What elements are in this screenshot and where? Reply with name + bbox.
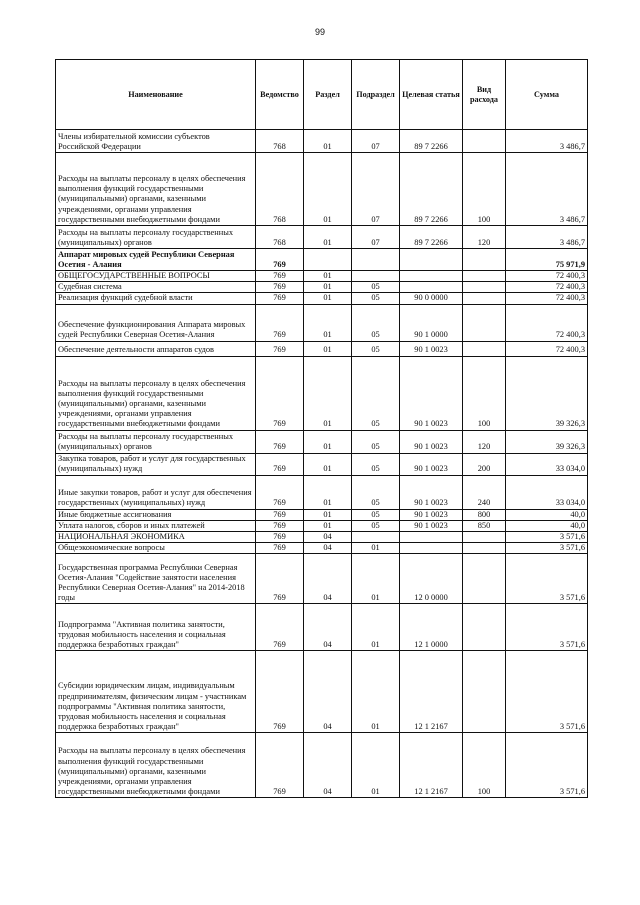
cell-subsection: 05	[352, 453, 400, 475]
cell-sum: 33 034,0	[506, 475, 588, 509]
cell-sum: 3 571,6	[506, 554, 588, 604]
cell-name: Иные закупки товаров, работ и услуг для обеспечения государственных (муниципальных) нужд	[56, 475, 256, 509]
cell-target: 90 1 0023	[400, 475, 463, 509]
cell-target	[400, 282, 463, 293]
cell-dept: 769	[256, 249, 304, 271]
cell-subsection: 05	[352, 282, 400, 293]
cell-target	[400, 271, 463, 282]
cell-sum: 72 400,3	[506, 271, 588, 282]
cell-section: 01	[304, 226, 352, 249]
cell-name: Расходы на выплаты персоналу в целях обеспечения выполнения функций государственными (муниципальными) органами, казенными учреждениями, органами управления государственными внебюджетными фондами	[56, 733, 256, 798]
cell-sum: 40,0	[506, 509, 588, 520]
cell-target: 90 1 0023	[400, 509, 463, 520]
cell-dept: 769	[256, 453, 304, 475]
cell-dept: 769	[256, 651, 304, 733]
table-row	[56, 356, 588, 430]
cell-dept: 769	[256, 304, 304, 341]
cell-subsection: 01	[352, 651, 400, 733]
cell-section: 04	[304, 733, 352, 798]
cell-expense: 240	[463, 475, 506, 509]
table-body	[56, 130, 588, 798]
cell-subsection: 01	[352, 604, 400, 651]
cell-section: 04	[304, 532, 352, 543]
cell-section: 01	[304, 453, 352, 475]
table-row	[56, 271, 588, 282]
cell-dept: 769	[256, 430, 304, 453]
cell-dept: 769	[256, 520, 304, 531]
cell-subsection: 05	[352, 509, 400, 520]
cell-target: 89 7 2266	[400, 226, 463, 249]
cell-name: Расходы на выплаты персоналу государственных (муниципальных) органов	[56, 430, 256, 453]
cell-subsection: 07	[352, 130, 400, 153]
cell-target: 12 1 2167	[400, 651, 463, 733]
cell-dept: 769	[256, 554, 304, 604]
table-row	[56, 733, 588, 798]
cell-dept: 768	[256, 130, 304, 153]
header-dept: Ведомство	[256, 60, 304, 130]
cell-subsection: 05	[352, 341, 400, 356]
cell-name: НАЦИОНАЛЬНАЯ ЭКОНОМИКА	[56, 532, 256, 543]
cell-section: 01	[304, 341, 352, 356]
cell-section: 01	[304, 282, 352, 293]
header-subsection: Подраздел	[352, 60, 400, 130]
header-sum: Сумма	[506, 60, 588, 130]
cell-section: 01	[304, 271, 352, 282]
cell-dept: 769	[256, 282, 304, 293]
cell-target	[400, 543, 463, 554]
cell-sum: 40,0	[506, 520, 588, 531]
cell-subsection: 01	[352, 554, 400, 604]
header-expense: Вид расхода	[463, 60, 506, 130]
cell-dept: 769	[256, 604, 304, 651]
cell-expense: 200	[463, 453, 506, 475]
cell-expense: 120	[463, 226, 506, 249]
table-row	[56, 475, 588, 509]
table-row	[56, 130, 588, 153]
cell-target: 90 1 0023	[400, 356, 463, 430]
cell-name: Расходы на выплаты персоналу в целях обеспечения выполнения функций государственными (муниципальными) органами, казенными учреждениями, органами управления государственными внебюджетными фондами	[56, 153, 256, 226]
cell-section: 04	[304, 651, 352, 733]
cell-section: 01	[304, 356, 352, 430]
cell-expense	[463, 341, 506, 356]
header-target: Целевая статья	[400, 60, 463, 130]
table-row	[56, 226, 588, 249]
cell-subsection	[352, 271, 400, 282]
cell-subsection: 01	[352, 543, 400, 554]
cell-name: Уплата налогов, сборов и иных платежей	[56, 520, 256, 531]
cell-sum: 3 571,6	[506, 543, 588, 554]
cell-expense: 100	[463, 356, 506, 430]
cell-expense	[463, 543, 506, 554]
cell-dept: 769	[256, 271, 304, 282]
cell-subsection: 05	[352, 356, 400, 430]
cell-name: Судебная система	[56, 282, 256, 293]
table-row	[56, 520, 588, 531]
table-row	[56, 341, 588, 356]
cell-name: Субсидии юридическим лицам, индивидуальным предпринимателям, физическим лицам - участникам подпрограммы "Активная политика занятости, трудовая мобильность населения и социальная поддержка безработных граждан"	[56, 651, 256, 733]
cell-sum: 3 571,6	[506, 532, 588, 543]
cell-sum: 3 571,6	[506, 651, 588, 733]
cell-subsection: 05	[352, 475, 400, 509]
cell-target: 12 1 0000	[400, 604, 463, 651]
cell-target: 90 1 0023	[400, 341, 463, 356]
cell-target: 90 1 0023	[400, 520, 463, 531]
cell-sum: 33 034,0	[506, 453, 588, 475]
cell-dept: 769	[256, 356, 304, 430]
cell-name: Общеэкономические вопросы	[56, 543, 256, 554]
cell-section: 01	[304, 509, 352, 520]
table-row	[56, 543, 588, 554]
cell-section: 01	[304, 475, 352, 509]
cell-dept: 768	[256, 153, 304, 226]
cell-section: 01	[304, 153, 352, 226]
cell-target: 90 0 0000	[400, 293, 463, 304]
table-row	[56, 430, 588, 453]
cell-target: 90 1 0000	[400, 304, 463, 341]
cell-section: 01	[304, 130, 352, 153]
cell-subsection	[352, 249, 400, 271]
cell-sum: 3 486,7	[506, 153, 588, 226]
cell-dept: 769	[256, 475, 304, 509]
cell-expense: 100	[463, 733, 506, 798]
cell-sum: 72 400,3	[506, 304, 588, 341]
cell-section: 04	[304, 543, 352, 554]
cell-dept: 769	[256, 341, 304, 356]
header-name: Наименование	[56, 60, 256, 130]
cell-expense	[463, 651, 506, 733]
cell-dept: 768	[256, 226, 304, 249]
cell-dept: 769	[256, 532, 304, 543]
table-row	[56, 249, 588, 271]
cell-name: Государственная программа Республики Северная Осетия-Алания "Содействие занятости населения Республики Северная Осетия-Алания" на 2014-2018 годы	[56, 554, 256, 604]
cell-sum: 72 400,3	[506, 293, 588, 304]
cell-target: 89 7 2266	[400, 153, 463, 226]
table-row	[56, 604, 588, 651]
cell-target: 90 1 0023	[400, 453, 463, 475]
cell-subsection: 05	[352, 520, 400, 531]
cell-name: Реализация функций судебной власти	[56, 293, 256, 304]
cell-name: Обеспечение функционирования Аппарата мировых судей Республики Северная Осетия-Алания	[56, 304, 256, 341]
cell-expense	[463, 532, 506, 543]
cell-name: Иные бюджетные ассигнования	[56, 509, 256, 520]
table-row	[56, 282, 588, 293]
table-row	[56, 509, 588, 520]
cell-section	[304, 249, 352, 271]
cell-section: 01	[304, 520, 352, 531]
cell-name: Обеспечение деятельности аппаратов судов	[56, 341, 256, 356]
cell-dept: 769	[256, 543, 304, 554]
cell-expense: 120	[463, 430, 506, 453]
cell-expense	[463, 304, 506, 341]
cell-sum: 3 486,7	[506, 130, 588, 153]
cell-expense: 850	[463, 520, 506, 531]
cell-sum: 3 571,6	[506, 604, 588, 651]
cell-name: Расходы на выплаты персоналу государственных (муниципальных) органов	[56, 226, 256, 249]
cell-sum: 39 326,3	[506, 430, 588, 453]
cell-target: 12 0 0000	[400, 554, 463, 604]
table-row	[56, 651, 588, 733]
cell-subsection: 05	[352, 430, 400, 453]
cell-sum: 72 400,3	[506, 282, 588, 293]
cell-name: Закупка товаров, работ и услуг для государственных (муниципальных) нужд	[56, 453, 256, 475]
table-row	[56, 532, 588, 543]
table-row	[56, 554, 588, 604]
cell-expense	[463, 554, 506, 604]
cell-name: Подпрограмма "Активная политика занятости, трудовая мобильность населения и социальная поддержка безработных граждан"	[56, 604, 256, 651]
cell-expense	[463, 249, 506, 271]
cell-target: 90 1 0023	[400, 430, 463, 453]
cell-subsection: 07	[352, 153, 400, 226]
cell-sum: 3 486,7	[506, 226, 588, 249]
cell-subsection: 05	[352, 304, 400, 341]
cell-target	[400, 532, 463, 543]
cell-name: Аппарат мировых судей Республики Северная Осетия - Алания	[56, 249, 256, 271]
cell-section: 04	[304, 604, 352, 651]
table-row	[56, 293, 588, 304]
cell-name: Члены избирательной комиссии субъектов Российской Федерации	[56, 130, 256, 153]
cell-section: 01	[304, 293, 352, 304]
cell-dept: 769	[256, 733, 304, 798]
cell-section: 01	[304, 430, 352, 453]
cell-target	[400, 249, 463, 271]
cell-sum: 72 400,3	[506, 341, 588, 356]
cell-name: Расходы на выплаты персоналу в целях обеспечения выполнения функций государственными (муниципальными) органами, казенными учреждениями, органами управления государственными внебюджетными фондами	[56, 356, 256, 430]
cell-section: 04	[304, 554, 352, 604]
budget-table	[55, 59, 588, 798]
cell-target: 89 7 2266	[400, 130, 463, 153]
cell-section: 01	[304, 304, 352, 341]
table-header	[56, 60, 588, 130]
page-number: 99	[314, 27, 325, 37]
cell-subsection: 05	[352, 293, 400, 304]
cell-sum: 39 326,3	[506, 356, 588, 430]
cell-subsection	[352, 532, 400, 543]
table-row	[56, 304, 588, 341]
cell-expense	[463, 130, 506, 153]
cell-expense	[463, 604, 506, 651]
cell-expense	[463, 271, 506, 282]
cell-dept: 769	[256, 293, 304, 304]
table-row	[56, 453, 588, 475]
cell-dept: 769	[256, 509, 304, 520]
cell-expense: 100	[463, 153, 506, 226]
cell-expense	[463, 282, 506, 293]
cell-name: ОБЩЕГОСУДАРСТВЕННЫЕ ВОПРОСЫ	[56, 271, 256, 282]
header-section: Раздел	[304, 60, 352, 130]
table-row	[56, 153, 588, 226]
cell-subsection: 07	[352, 226, 400, 249]
cell-sum: 3 571,6	[506, 733, 588, 798]
cell-sum: 75 971,9	[506, 249, 588, 271]
cell-expense: 800	[463, 509, 506, 520]
cell-expense	[463, 293, 506, 304]
cell-target: 12 1 2167	[400, 733, 463, 798]
cell-subsection: 01	[352, 733, 400, 798]
